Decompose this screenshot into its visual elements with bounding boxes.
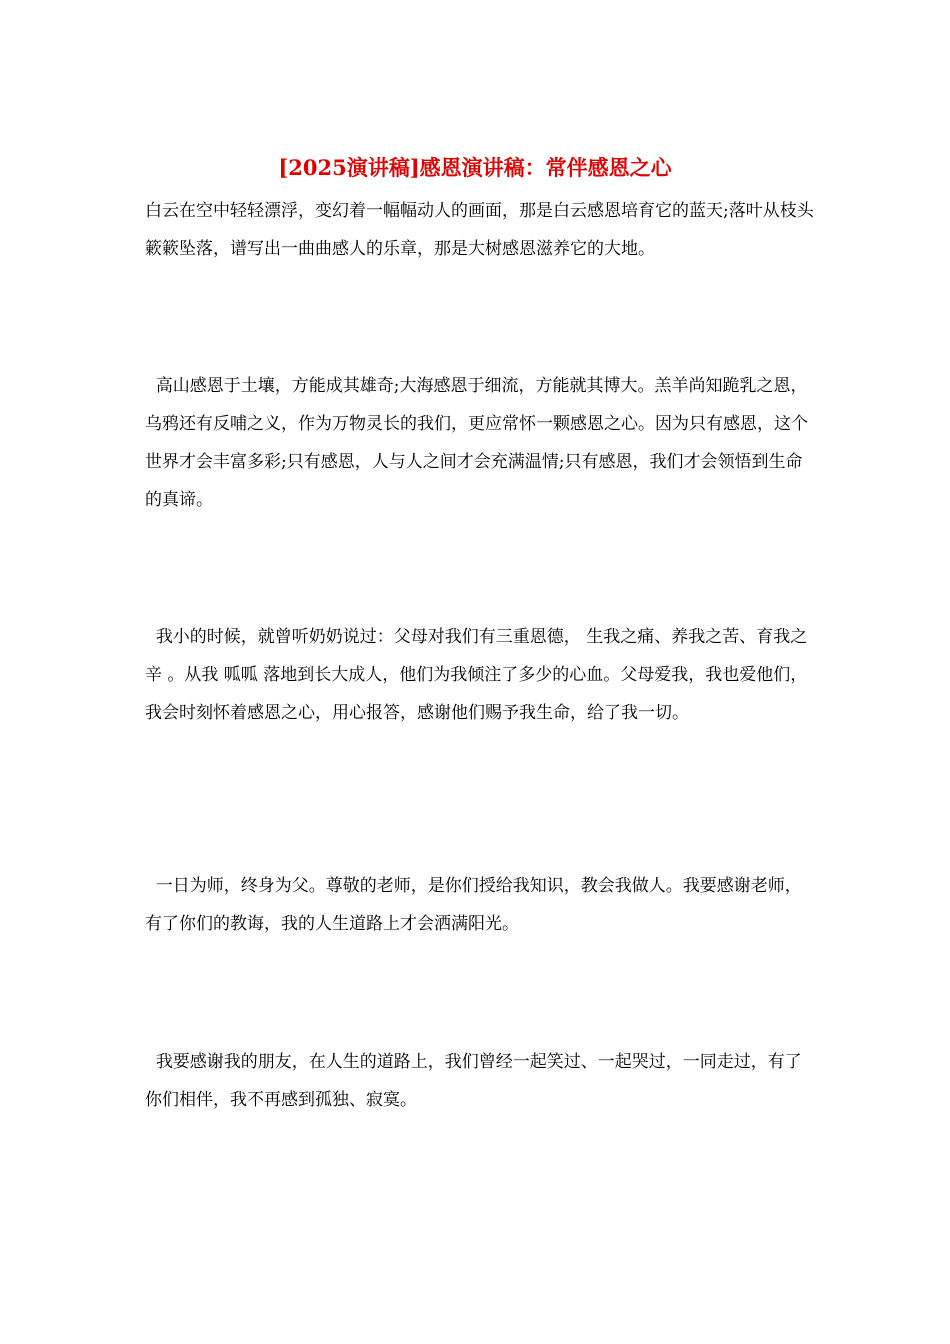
paragraph-3: 我小的时候，就曾听奶奶说过：父母对我们有三重恩德， 生我之痛、养我之苦、育我之辛 。从我 呱呱 落地到长大成人，他们为我倾注了多少的心血。父母爱我，我也爱他们，我会时刻怀着感恩之心，用心报答，感谢他们赐予我生命，给了我一切。: [145, 627, 808, 723]
paragraph-2: 高山感恩于土壤，方能成其雄奇;大海感恩于细流，方能就其博大。羔羊尚知跪乳之恩，乌鸦还有反哺之义，作为万物灵长的我们，更应常怀一颗感恩之心。因为只有感恩，这个世界才会丰富多彩;只有感恩，人与人之间才会充满温情;只有感恩，我们才会领悟到生命的真谛。: [145, 376, 808, 510]
document-title: [2025演讲稿]感恩演讲稿：常伴感恩之心: [278, 155, 672, 180]
paragraph-1: 白云在空中轻轻漂浮，变幻着一幅幅动人的画面，那是白云感恩培育它的蓝天;落叶从枝头簌簌坠落，谱写出一曲曲感人的乐章，那是大树感恩滋养它的大地。: [145, 201, 814, 259]
paragraph-4: 一日为师，终身为父。尊敬的老师，是你们授给我知识，教会我做人。我要感谢老师，有了你们的教诲，我的人生道路上才会洒满阳光。: [145, 876, 802, 934]
paragraph-5: 我要感谢我的朋友，在人生的道路上，我们曾经一起笑过、一起哭过，一同走过，有了你们相伴，我不再感到孤独、寂寞。: [145, 1052, 802, 1110]
